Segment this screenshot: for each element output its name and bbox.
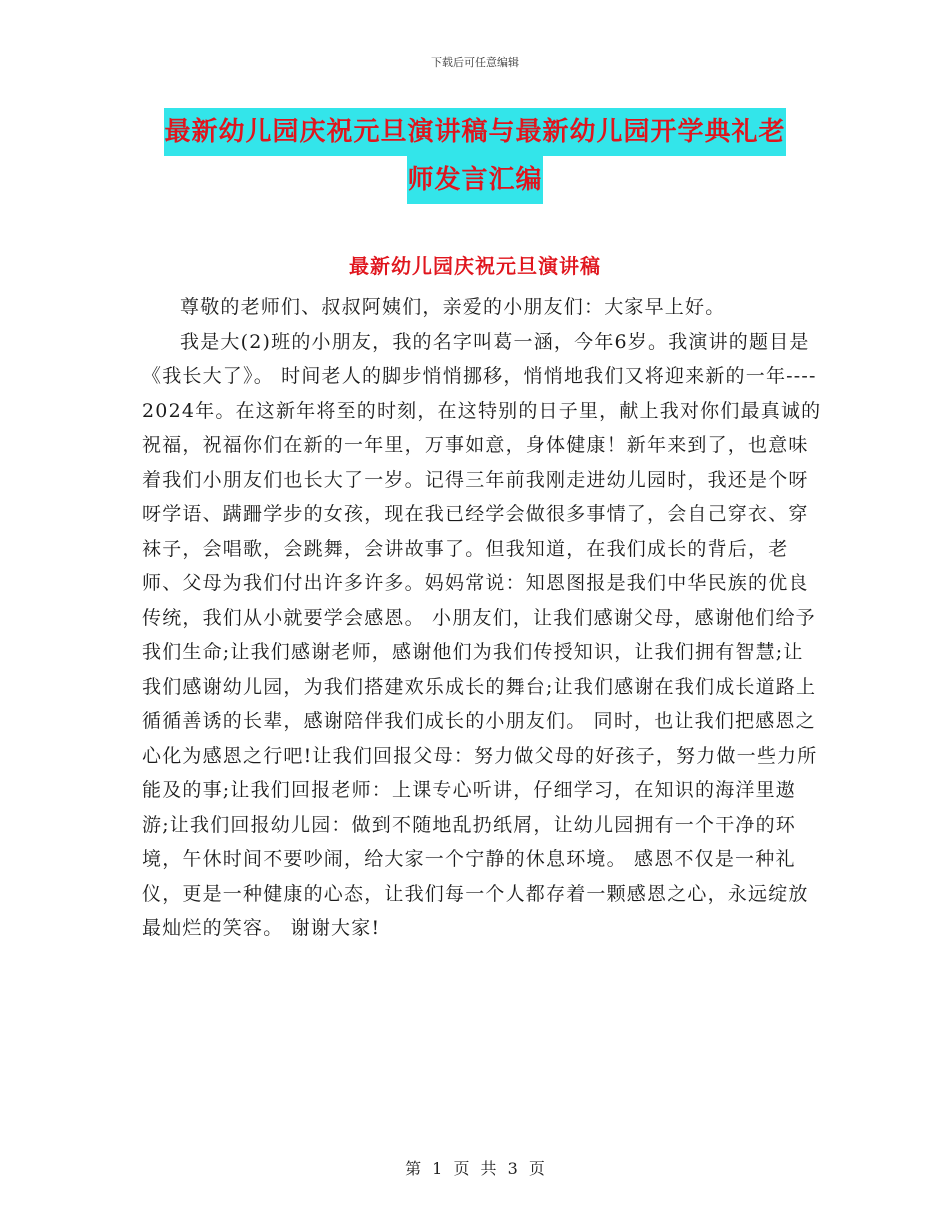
document-title [0,108,950,204]
title-line-1: 最新幼儿园庆祝元旦演讲稿与最新幼儿园开学典礼老 [164,108,785,156]
title-line-2: 师发言汇编 [407,156,542,204]
page-footer: 第 1 页 共 3 页 [405,1159,545,1178]
greeting-paragraph: 尊敬的老师们、叔叔阿姨们，亲爱的小朋友们：大家早上好。 [180,296,726,318]
speech-body [142,290,822,946]
main-paragraph: 我是大(2)班的小朋友，我的名字叫葛一涵，今年6岁。我演讲的题目是《我长大了》。 时间老人的脚步悄悄挪移，悄悄地我们又将迎来新的一年---- 2024年。在这新年将至的时刻，在这特别的日子里，献上我对你们最真诚的祝福，祝福你们在新的一年里，万事如意，身体健康！新年来到了，也意味着我们小朋友们也长大了一岁。记得三年前我刚走进幼儿园时，我还是个呀呀学语、蹒跚学步的女孩，现在我已经学会做很多事情了，会自己穿衣、穿袜子，会唱歌，会跳舞，会讲故事了。但我知道，在我们成长的背后，老师、父母为我们付出许多许多。妈妈常说：知恩图报是我们中华民族的优良传统，我们从小就要学会感恩。 小朋友们，让我们感谢父母，感谢他们给予我们生命;让我们感谢老师，感谢他们为我们传授知识，让我们拥有智慧;让我们感谢幼儿园，为我们搭建欢乐成长的舞台;让我们感谢在我们成长道路上循循善诱的长辈，感谢陪伴我们成长的小朋友们。 同时，也让我们把感恩之心化为感恩之行吧!让我们回报父母：努力做父母的好孩子，努力做一些力所能及的事;让我们回报老师：上课专心听讲，仔细学习，在知识的海洋里遨游;让我们回报幼儿园：做到不随地乱扔纸屑，让幼儿园拥有一个干净的环境，午休时间不要吵闹，给大家一个宁静的休息环境。 感恩不仅是一种礼仪，更是一种健康的心态，让我们每一个人都存着一颗感恩之心，永远绽放最灿烂的笑容。 谢谢大家! [142,330,822,939]
section-title: 最新幼儿园庆祝元旦演讲稿 [349,254,601,278]
header-note: 下载后可任意编辑 [431,56,519,69]
